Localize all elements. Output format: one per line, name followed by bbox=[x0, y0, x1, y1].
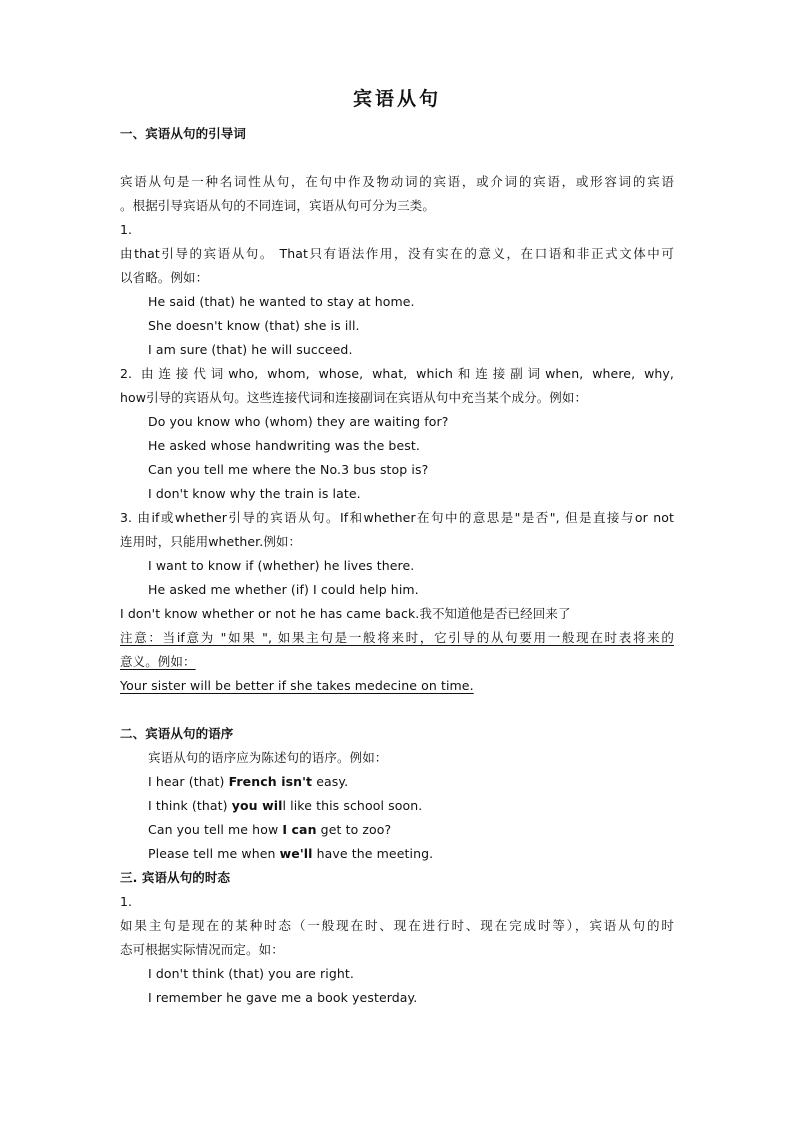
word-order-example bbox=[148, 773, 348, 791]
point2-line2: how引导的宾语从句。这些连接代词和连接副词在宾语从句中充当某个成分。例如： bbox=[120, 390, 588, 405]
point1-line1: 由that引导的宾语从句。 That只有语法作用，没有实在的意义，在口语和非正式文体中可 bbox=[120, 246, 674, 261]
word-order-example bbox=[148, 797, 422, 815]
point3-line2: 连用时，只能用whether.例如： bbox=[120, 534, 302, 549]
point1-line2: 以省略。例如： bbox=[120, 270, 209, 285]
point3-extra-example: I don't know whether or not he has came back.我不知道他是否已经回来了 bbox=[120, 606, 571, 621]
point2-example: Do you know who (whom) they are waiting for? bbox=[148, 414, 449, 429]
example-text: I hear (that) bbox=[148, 774, 229, 789]
section3-line2: 态可根据实际情况而定。如： bbox=[120, 942, 284, 957]
example-text: I think (that) bbox=[148, 798, 232, 813]
point1-example: He said (that) he wanted to stay at home. bbox=[148, 294, 415, 309]
note-line2: 意义。例如： bbox=[120, 654, 196, 669]
note-line1: 注意：当if意为 "如果 ", 如果主句是一般将来时，它引导的从句要用一般现在时表将来的 bbox=[120, 630, 674, 645]
tense-example: I remember he gave me a book yesterday. bbox=[148, 990, 418, 1005]
example-text: Please tell me when bbox=[148, 846, 280, 861]
example-text: have the meeting. bbox=[312, 846, 434, 861]
point3-example: He asked me whether (if) I could help him. bbox=[148, 582, 419, 597]
section2-intro: 宾语从句的语序应为陈述句的语序。例如： bbox=[148, 750, 388, 765]
example-text: easy. bbox=[312, 774, 349, 789]
example-emphasis: I can bbox=[282, 822, 317, 837]
point3-example: I want to know if (whether) he lives there. bbox=[148, 558, 415, 573]
word-order-example bbox=[148, 821, 391, 839]
point1-example: She doesn't know (that) she is ill. bbox=[148, 318, 360, 333]
section1-intro-line2: 。根据引导宾语从句的不同连词，宾语从句可分为三类。 bbox=[120, 198, 436, 213]
point2-example: He asked whose handwriting was the best. bbox=[148, 438, 420, 453]
section3-heading: 三. 宾语从句的时态 bbox=[120, 870, 231, 885]
point2-example: Can you tell me where the No.3 bus stop is? bbox=[148, 462, 429, 477]
note-example: Your sister will be better if she takes medecine on time. bbox=[120, 678, 474, 693]
example-emphasis: French isn't bbox=[228, 774, 313, 789]
point1-number: 1. bbox=[120, 222, 133, 237]
section1-heading: 一、宾语从句的引导词 bbox=[120, 126, 247, 141]
example-text: l like this school soon. bbox=[282, 798, 423, 813]
section3-number: 1. bbox=[120, 894, 133, 909]
point2-line1: 2. 由连接代词who, whom, whose, what, which和连接副词when, where, why, bbox=[120, 366, 674, 381]
word-order-example bbox=[148, 845, 433, 863]
example-emphasis: you wil bbox=[231, 798, 283, 813]
example-text: get to zoo? bbox=[316, 822, 392, 837]
point1-example: I am sure (that) he will succeed. bbox=[148, 342, 353, 357]
example-text: Can you tell me how bbox=[148, 822, 283, 837]
section3-line1: 如果主句是现在的某种时态（一般现在时、现在进行时、现在完成时等），宾语从句的时 bbox=[120, 918, 674, 933]
page-title: 宾语从句 bbox=[352, 88, 441, 110]
point3-line1: 3. 由if或whether引导的宾语从句。If和whether在句中的意思是"是否", 但是直接与or not bbox=[120, 510, 674, 525]
point2-example: I don't know why the train is late. bbox=[148, 486, 361, 501]
section2-heading: 二、宾语从句的语序 bbox=[120, 726, 234, 741]
section1-intro-line1: 宾语从句是一种名词性从句，在句中作及物动词的宾语，或介词的宾语，或形容词的宾语 bbox=[120, 174, 674, 189]
tense-example: I don't think (that) you are right. bbox=[148, 966, 354, 981]
example-emphasis: we'll bbox=[279, 846, 313, 861]
